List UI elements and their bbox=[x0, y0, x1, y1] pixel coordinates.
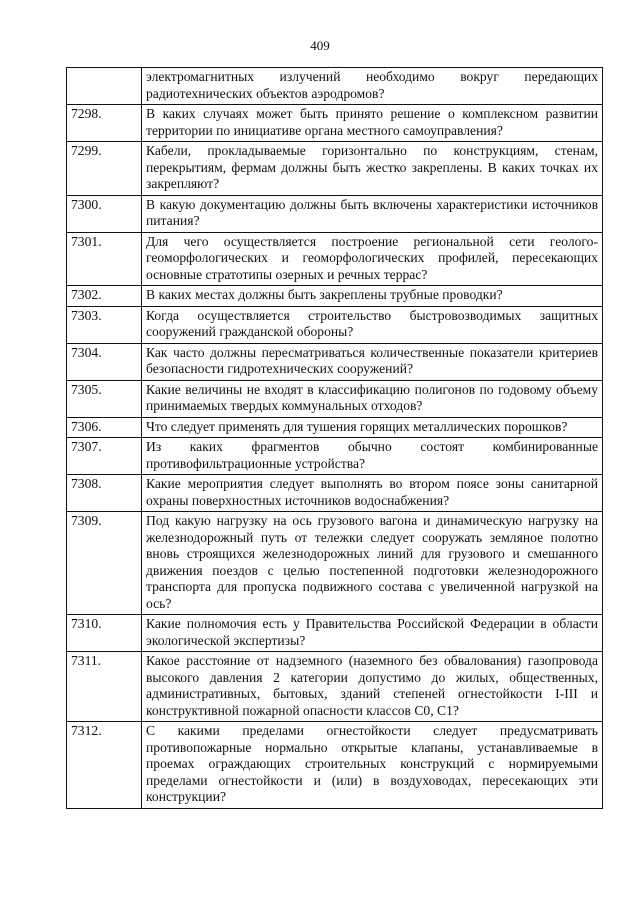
table-row bbox=[67, 306, 603, 343]
table-row bbox=[67, 722, 603, 809]
table-row bbox=[67, 380, 603, 417]
question-number: 7303. bbox=[67, 306, 142, 343]
question-text: электромагнитных излучений необходимо вокруг передающих радиотехнических объектов аэродромов? bbox=[142, 68, 603, 105]
question-number: 7302. bbox=[67, 286, 142, 307]
question-number: 7304. bbox=[67, 343, 142, 380]
table-row bbox=[67, 68, 603, 105]
question-number: 7308. bbox=[67, 475, 142, 512]
question-number: 7312. bbox=[67, 722, 142, 809]
table-row bbox=[67, 286, 603, 307]
table-row bbox=[67, 475, 603, 512]
question-text: В какую документацию должны быть включены характеристики источников питания? bbox=[142, 195, 603, 232]
question-text: С какими пределами огнестойкости следует предусматривать противопожарные нормально открытые клапаны, устанавливаемые в проемах ограждающих строительных конструкций с нормируемыми пределами огнестойкости и (или) в воздуховодах, пересекающих эти конструкции? bbox=[142, 722, 603, 809]
question-text: Какие величины не входят в классификацию полигонов по годовому объему принимаемых твердых коммунальных отходов? bbox=[142, 380, 603, 417]
table-row bbox=[67, 142, 603, 196]
table-row bbox=[67, 232, 603, 286]
table-row bbox=[67, 652, 603, 722]
questions-table-body bbox=[67, 68, 603, 809]
question-text: Какое расстояние от надземного (наземного без обвалования) газопровода высокого давления 2 категории допустимо до жилых, общественных, административных, бытовых, зданий степеней огнестойкости I-III и конструктивной пожарной опасности классов С0, С1? bbox=[142, 652, 603, 722]
question-text: Кабели, прокладываемые горизонтально по конструкциям, стенам, перекрытиям, фермам должны быть жестко закреплены. В каких точках их закрепляют? bbox=[142, 142, 603, 196]
question-number: 7306. bbox=[67, 417, 142, 438]
question-text: В каких случаях может быть принято решение о комплексном развитии территории по инициативе органа местного самоуправления? bbox=[142, 105, 603, 142]
question-text: Под какую нагрузку на ось грузового вагона и динамическую нагрузку на железнодорожный путь от тележки следует сооружать земляное полотно вновь строящихся железнодорожных линий для грузового и смешанного движения поездов с целью постепенной подготовки железнодорожного транспорта для пропуска подвижного состава с увеличенной нагрузкой на ось? bbox=[142, 512, 603, 615]
question-text: В каких местах должны быть закреплены трубные проводки? bbox=[142, 286, 603, 307]
question-text: Какие мероприятия следует выполнять во втором поясе зоны санитарной охраны поверхностных источников водоснабжения? bbox=[142, 475, 603, 512]
question-number: 7300. bbox=[67, 195, 142, 232]
question-number: 7310. bbox=[67, 615, 142, 652]
table-row bbox=[67, 343, 603, 380]
table-row bbox=[67, 438, 603, 475]
question-number: 7309. bbox=[67, 512, 142, 615]
question-text: Что следует применять для тушения горящих металлических порошков? bbox=[142, 417, 603, 438]
question-number: 7311. bbox=[67, 652, 142, 722]
question-number: 7305. bbox=[67, 380, 142, 417]
question-text: Для чего осуществляется построение региональной сети геолого-геоморфологических и геоморфологических профилей, пересекающих основные стратотипы озерных и речных террас? bbox=[142, 232, 603, 286]
question-number: 7307. bbox=[67, 438, 142, 475]
table-row bbox=[67, 615, 603, 652]
table-row bbox=[67, 195, 603, 232]
questions-table bbox=[66, 67, 603, 809]
question-number: 7301. bbox=[67, 232, 142, 286]
table-row bbox=[67, 417, 603, 438]
table-row bbox=[67, 105, 603, 142]
question-text: Какие полномочия есть у Правительства Российской Федерации в области экологической экспертизы? bbox=[142, 615, 603, 652]
question-number: 7298. bbox=[67, 105, 142, 142]
question-number bbox=[67, 68, 142, 105]
page-number: 409 bbox=[310, 38, 330, 53]
question-text: Из каких фрагментов обычно состоят комбинированные противофильтрационные устройства? bbox=[142, 438, 603, 475]
question-text: Когда осуществляется строительство быстровозводимых защитных сооружений гражданской обороны? bbox=[142, 306, 603, 343]
question-text: Как часто должны пересматриваться количественные показатели критериев безопасности гидротехнических сооружений? bbox=[142, 343, 603, 380]
table-row bbox=[67, 512, 603, 615]
question-number: 7299. bbox=[67, 142, 142, 196]
